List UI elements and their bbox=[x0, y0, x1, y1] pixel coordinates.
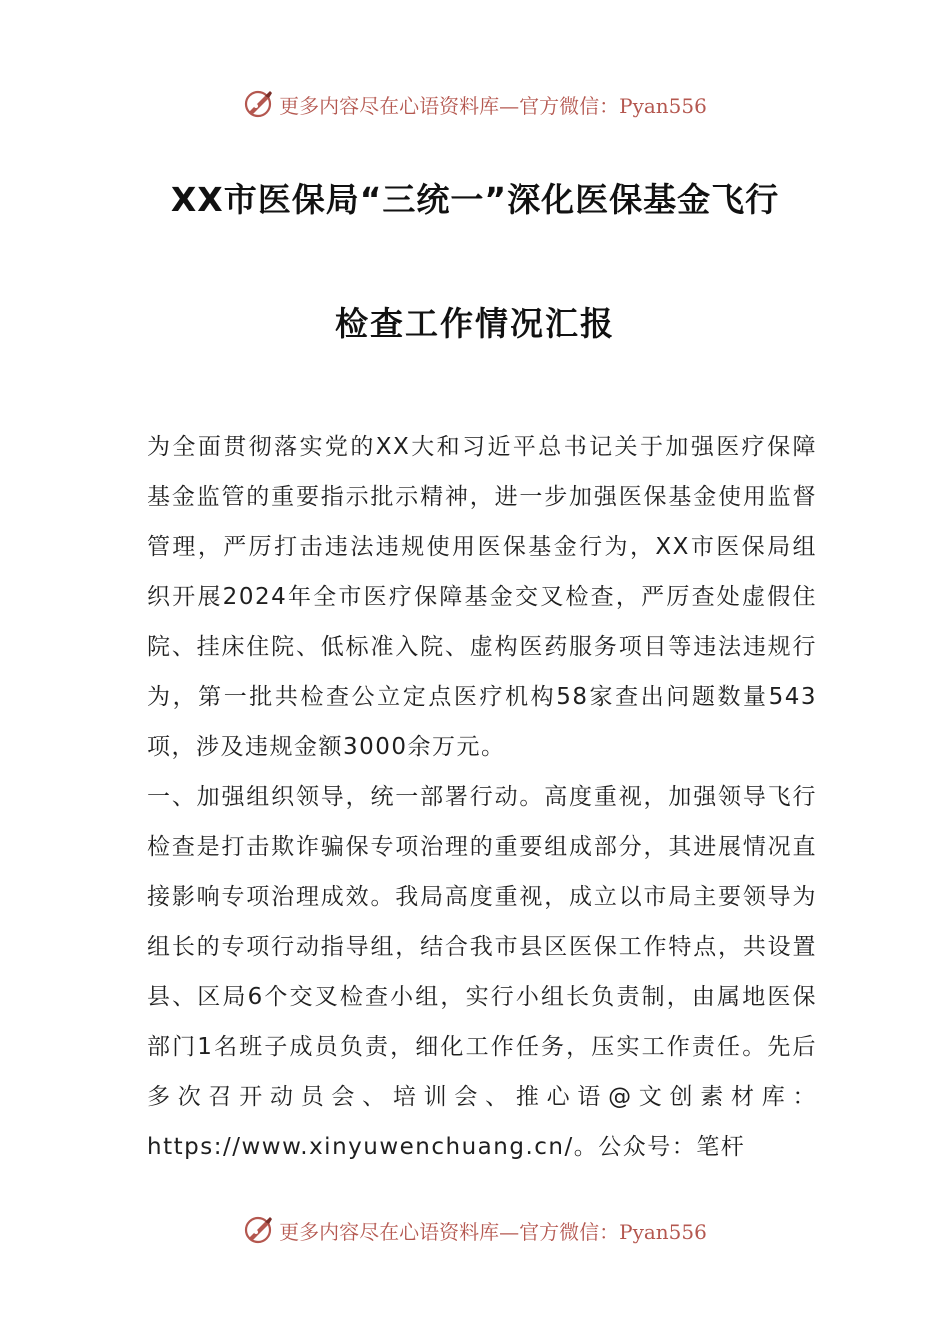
watermark-text: 更多内容尽在心语资料库—官方微信：Pyan556 bbox=[279, 93, 707, 118]
document-title-line-1: XX市医保局“三统一”深化医保基金飞行 bbox=[170, 180, 780, 219]
body-paragraph-section-1: 一、加强组织领导，统一部署行动。高度重视，加强领导飞行检查是打击欺诈骗保专项治理的重要组成部分，其进展情况直接影响专项治理成效。我局高度重视，成立以市局主要领导为组长的专项行动指导组，结合我市县区医保工作特点，共设置县、区局6个交叉检查小组，实行小组长负责制，由属地医保部门1名班子成员负责，细化工作任务，压实工作责任。先后多次召开动员会、培训会、推心语@文创素材库：https://www.xinyuwenchuang.cn/。公众号：笔杆 bbox=[147, 784, 817, 1160]
watermark-text: 更多内容尽在心语资料库—官方微信：Pyan556 bbox=[279, 1219, 707, 1244]
body-paragraph-intro: 为全面贯彻落实党的XX大和习近平总书记关于加强医疗保障基金监管的重要指示批示精神，进一步加强医保基金使用监督管理，严厉打击违法违规使用医保基金行为，XX市医保局组织开展2024年全市医疗保障基金交叉检查，严厉查处虚假住院、挂床住院、低标准入院、虚构医药服务项目等违法违规行为，第一批共检查公立定点医疗机构58家查出问题数量543项，涉及违规金额3000余万元。 bbox=[147, 434, 817, 760]
pen-logo-icon bbox=[243, 88, 275, 120]
pen-logo-icon bbox=[243, 1214, 275, 1246]
header-watermark-banner bbox=[0, 84, 950, 124]
document-title-line-2: 检查工作情况汇报 bbox=[335, 304, 615, 343]
footer-watermark-banner bbox=[0, 1210, 950, 1250]
